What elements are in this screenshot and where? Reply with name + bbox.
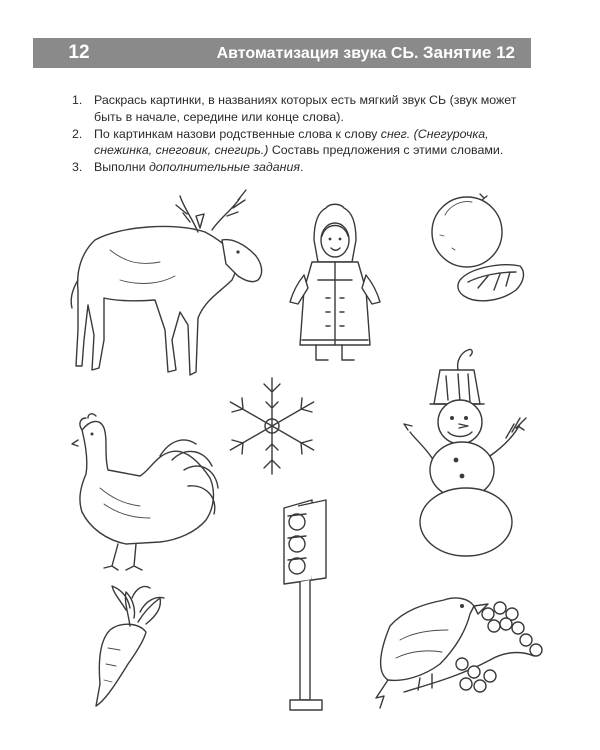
bullfinch-picture[interactable] bbox=[376, 598, 542, 708]
orange-picture[interactable] bbox=[432, 194, 523, 301]
moose-picture[interactable] bbox=[71, 190, 261, 375]
carrot-picture[interactable] bbox=[96, 586, 164, 706]
lesson-topic: Автоматизация звука СЬ. bbox=[216, 45, 419, 62]
task-text-part: Выполни bbox=[94, 160, 149, 175]
page-number: 12 bbox=[68, 42, 90, 63]
traffic-light-picture[interactable] bbox=[284, 500, 326, 710]
lesson-number: Занятие 12 bbox=[422, 43, 515, 62]
task-text-part: Раскрась картинки, в названиях которых есть мягкий звук СЬ (звук может быть в начале, середине или конце слова). bbox=[94, 93, 517, 124]
task-text-italic: дополнительные задания bbox=[148, 160, 300, 175]
rooster-picture[interactable] bbox=[72, 414, 218, 570]
task-number: 2. bbox=[72, 126, 83, 141]
task-text-part: . bbox=[299, 160, 304, 175]
task-number: 1. bbox=[72, 93, 83, 107]
snowman-picture[interactable] bbox=[404, 349, 526, 556]
snowflake-picture[interactable] bbox=[230, 378, 313, 474]
task-text-part: Составь предложения с этими словами. bbox=[268, 143, 504, 158]
snow-maiden-picture[interactable] bbox=[290, 204, 380, 360]
task-text-italic: снег. (Снегурочка, снежинка, снеговик, снегирь.) bbox=[94, 126, 489, 158]
task-number: 3. bbox=[72, 160, 83, 175]
task-text-part: По картинкам назови родственные слова к слову bbox=[94, 126, 381, 141]
